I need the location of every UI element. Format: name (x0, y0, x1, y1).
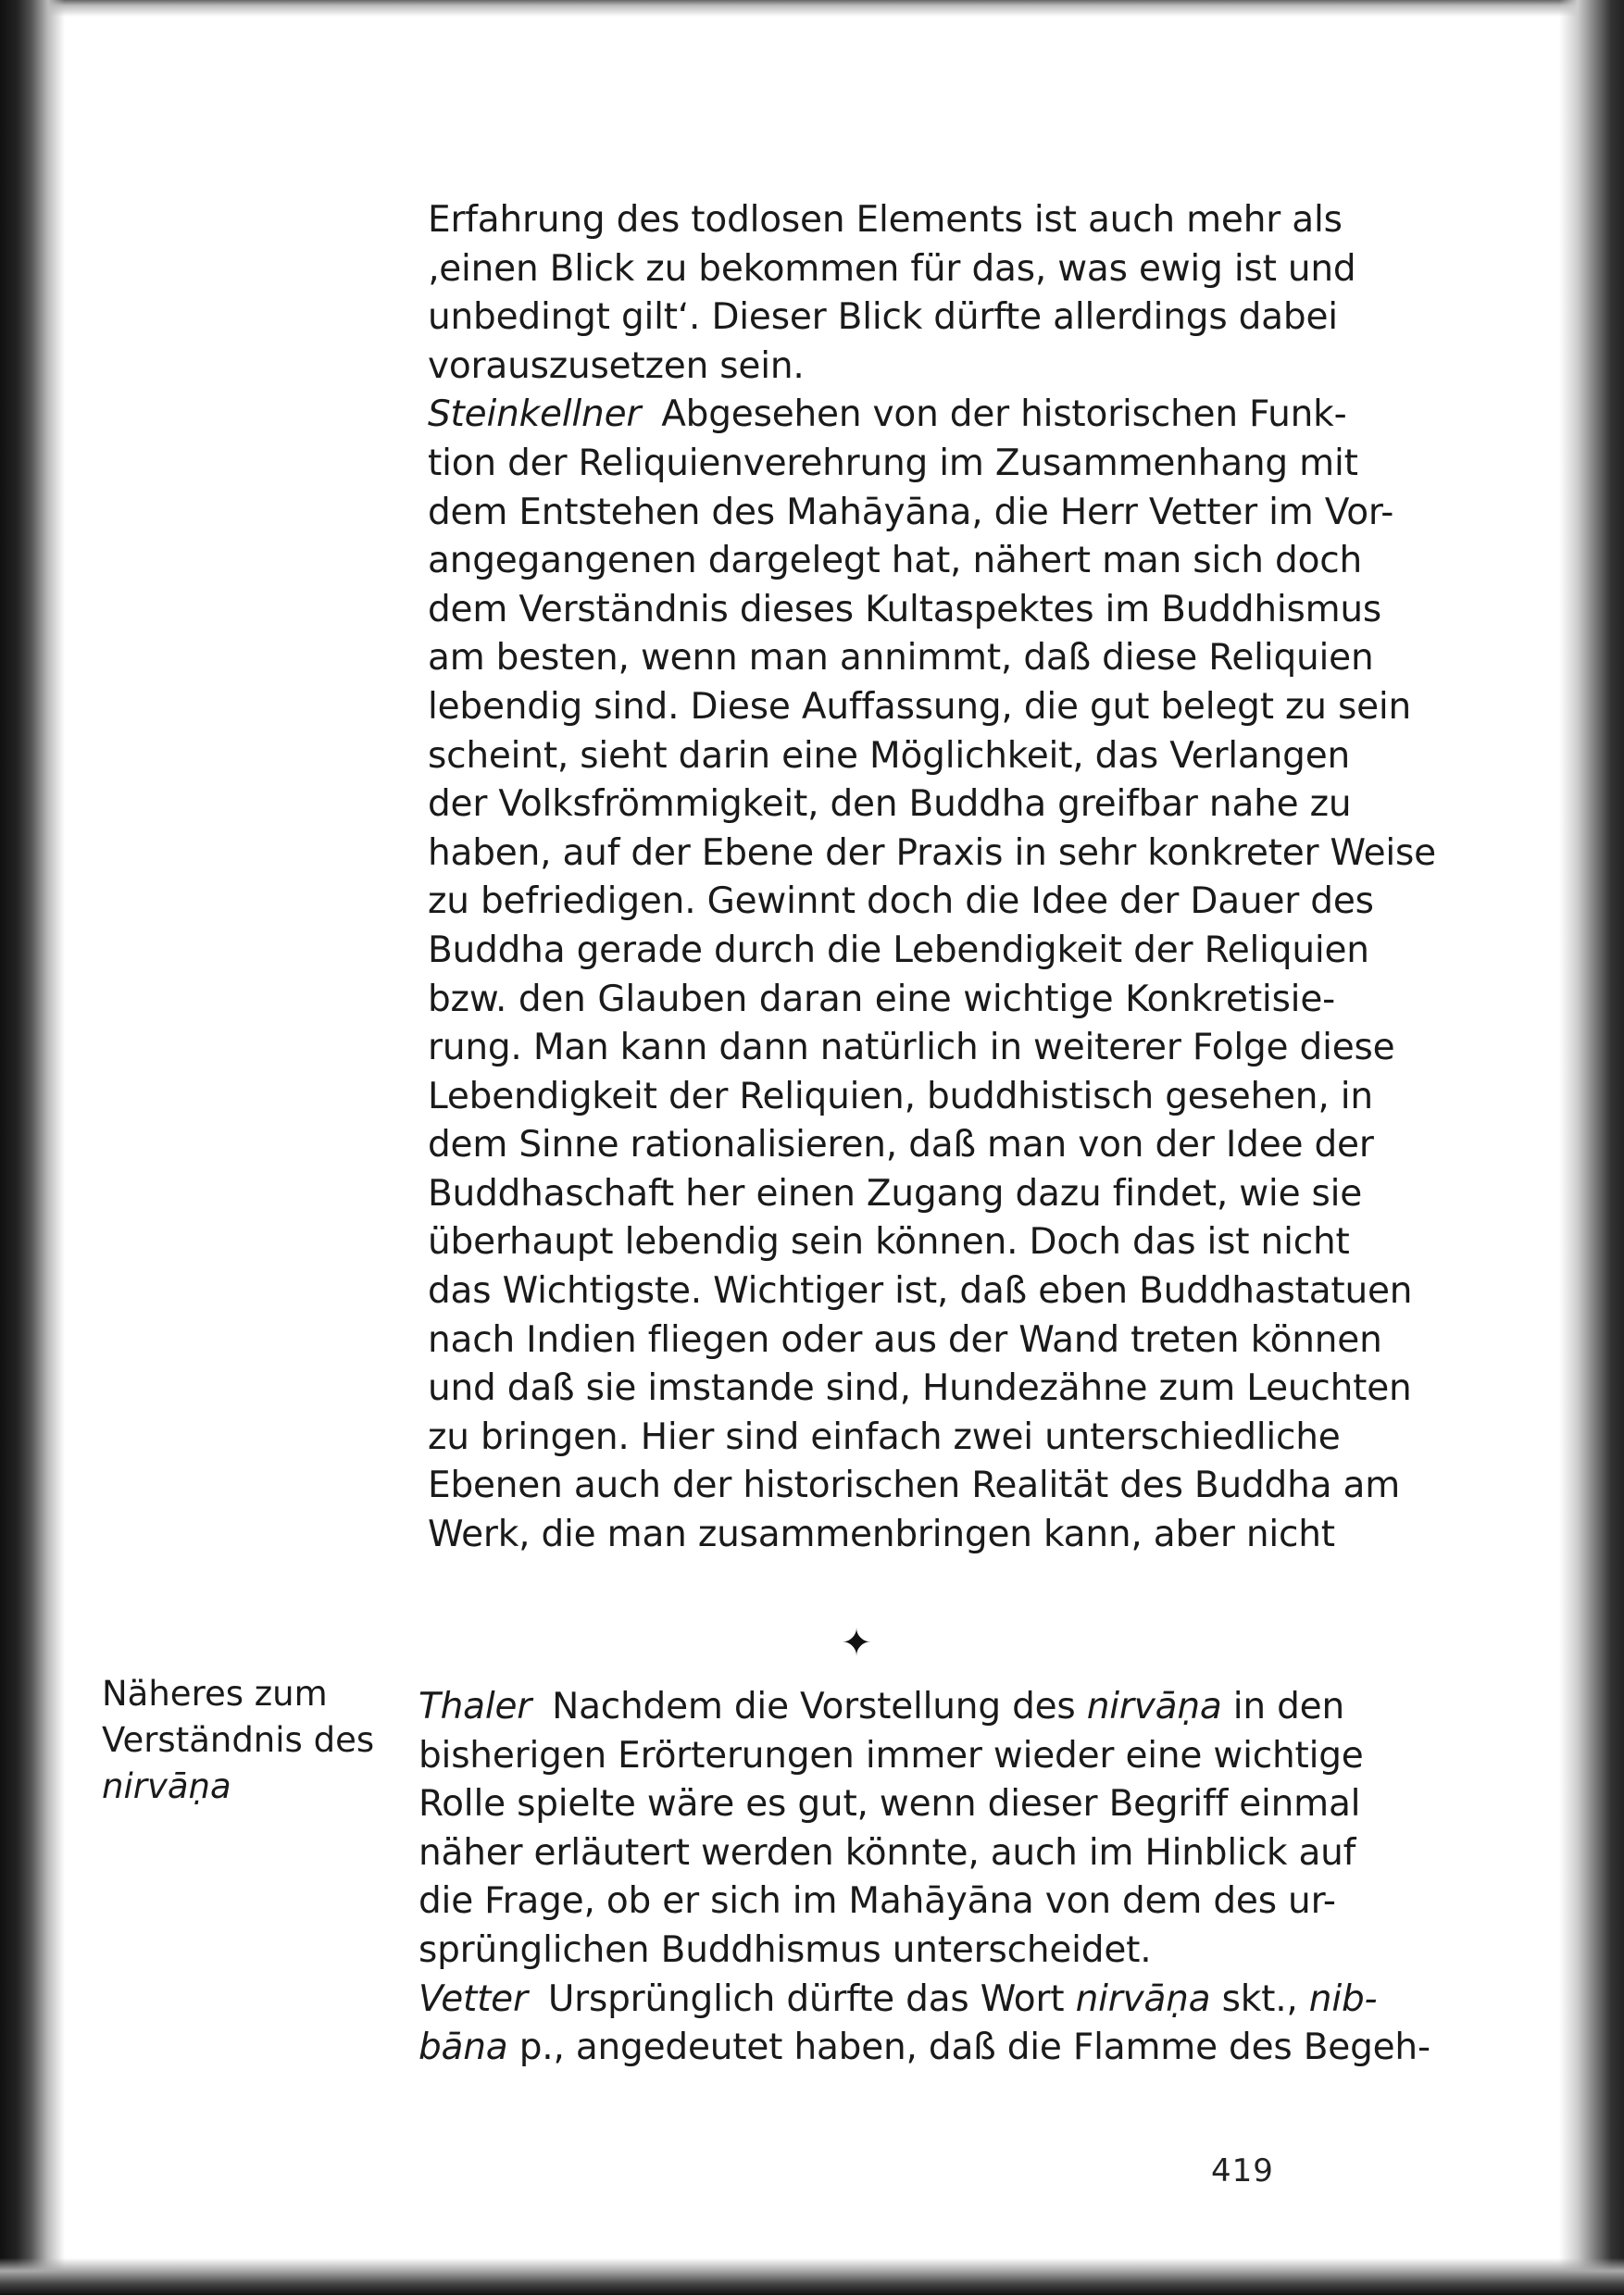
page-edge-shadow (1559, 0, 1624, 2295)
text-line: dem Sinne rationalisieren, daß man von der Idee der (428, 1124, 1374, 1166)
text-line: und daß sie imstande sind, Hundezähne zum Leuchten (428, 1367, 1412, 1410)
text-line: überhaupt lebendig sein können. Doch das ist nicht (428, 1221, 1350, 1264)
text-line: die Frage, ob er sich im Mahāyāna von dem des ur- (418, 1880, 1336, 1923)
text-line: vorauszusetzen sein. (428, 344, 805, 387)
text-line: zu bringen. Hier sind einfach zwei unterschiedliche (428, 1416, 1341, 1458)
margin-note-line: Näheres zum (102, 1674, 328, 1714)
section-separator-ornament: ✦ (841, 1622, 872, 1665)
book-spine-shadow (0, 0, 65, 2295)
text-line: lebendig sind. Diese Auffassung, die gut belegt zu sein (428, 685, 1412, 728)
text-segment: skt., (1221, 1977, 1298, 2020)
speaker-name: Vetter (418, 1977, 528, 2020)
text-line: tion der Reliquienverehrung im Zusammenhang mit (428, 442, 1358, 484)
text-line: Rolle spielte wäre es gut, wenn dieser Begriff einmal (418, 1783, 1361, 1826)
text-segment: p., angedeutet haben, daß die Flamme des Begeh- (518, 2027, 1430, 2069)
term-nirvana: nirvāṇa (1086, 1686, 1222, 1727)
text-segment: Nachdem die Vorstellung des (552, 1686, 1076, 1727)
page-number: 419 (1211, 2152, 1274, 2189)
margin-note-term: nirvāṇa (102, 1766, 231, 1806)
text-line: am besten, wenn man annimmt, daß diese Reliquien (428, 637, 1374, 680)
text-line: bisherigen Erörterungen immer wieder eine wichtige (418, 1734, 1364, 1777)
main-text-block (428, 196, 1436, 1560)
text-line: Ebenen auch der historischen Realität des Buddha am (428, 1465, 1400, 1507)
speaker-line (418, 1683, 1344, 1732)
margin-note-line: Verständnis des (102, 1720, 375, 1760)
text-segment: Abgesehen von der historischen Funk- (661, 393, 1347, 436)
text-segment: in den (1232, 1686, 1344, 1727)
text-line: das Wichtigste. Wichtiger ist, daß eben Buddhastatuen (428, 1270, 1413, 1313)
text-line: Werk, die man zusammenbringen kann, aber nicht (428, 1514, 1335, 1556)
text-line: Buddha gerade durch die Lebendigkeit der Reliquien (428, 929, 1369, 971)
scan-bottom-edge (0, 2258, 1624, 2295)
term-nibbana: bāna (418, 2027, 508, 2069)
text-line: scheint, sieht darin eine Möglichkeit, das Verlangen (428, 734, 1351, 777)
margin-note (102, 1671, 380, 1810)
text-line: Erfahrung des todlosen Elements ist auch mehr als (428, 199, 1343, 241)
text-line: sprünglichen Buddhismus unterscheidet. (418, 1928, 1152, 1971)
text-line: näher erläutert werden könnte, auch im Hinblick auf (418, 1831, 1356, 1874)
text-line: rung. Man kann dann natürlich in weiterer Folge diese (428, 1027, 1395, 1069)
text-line: dem Verständnis dieses Kultaspektes im Buddhismus (428, 588, 1382, 630)
term-nirvana: nirvāṇa (1075, 1977, 1211, 2020)
text-line: dem Entstehen des Mahāyāna, die Herr Vetter im Vor- (428, 491, 1394, 533)
text-line: zu befriedigen. Gewinnt doch die Idee der Dauer des (428, 880, 1374, 923)
text-line: der Volksfrömmigkeit, den Buddha greifbar nahe zu (428, 783, 1352, 826)
text-line: ‚einen Blick zu bekommen für das, was ewig ist und (428, 247, 1356, 290)
text-line: unbedingt gilt‘. Dieser Blick dürfte allerdings dabei (428, 296, 1338, 339)
text-line: bzw. den Glauben daran eine wichtige Konkretisie- (428, 978, 1335, 1020)
speaker-line (428, 391, 1347, 440)
text-line: Buddhaschaft her einen Zugang dazu findet, wie sie (428, 1172, 1363, 1215)
text-line: Lebendigkeit der Reliquien, buddhistisch gesehen, in (428, 1075, 1373, 1117)
text-line (418, 2024, 1430, 2073)
text-line: angegangenen dargelegt hat, nähert man sich doch (428, 540, 1362, 582)
speaker-line (418, 1976, 1378, 2025)
speaker-name: Steinkellner (428, 393, 642, 436)
scan-top-edge (0, 0, 1624, 17)
text-segment: Ursprünglich dürfte das Wort (547, 1977, 1065, 2020)
speaker-name: Thaler (418, 1686, 532, 1727)
text-line: nach Indien fliegen oder aus der Wand treten können (428, 1318, 1382, 1361)
text-line: haben, auf der Ebene der Praxis in sehr konkreter Weise (428, 831, 1436, 874)
section-two-text (418, 1683, 1430, 2073)
term-nibbana: nib- (1308, 1977, 1378, 2020)
